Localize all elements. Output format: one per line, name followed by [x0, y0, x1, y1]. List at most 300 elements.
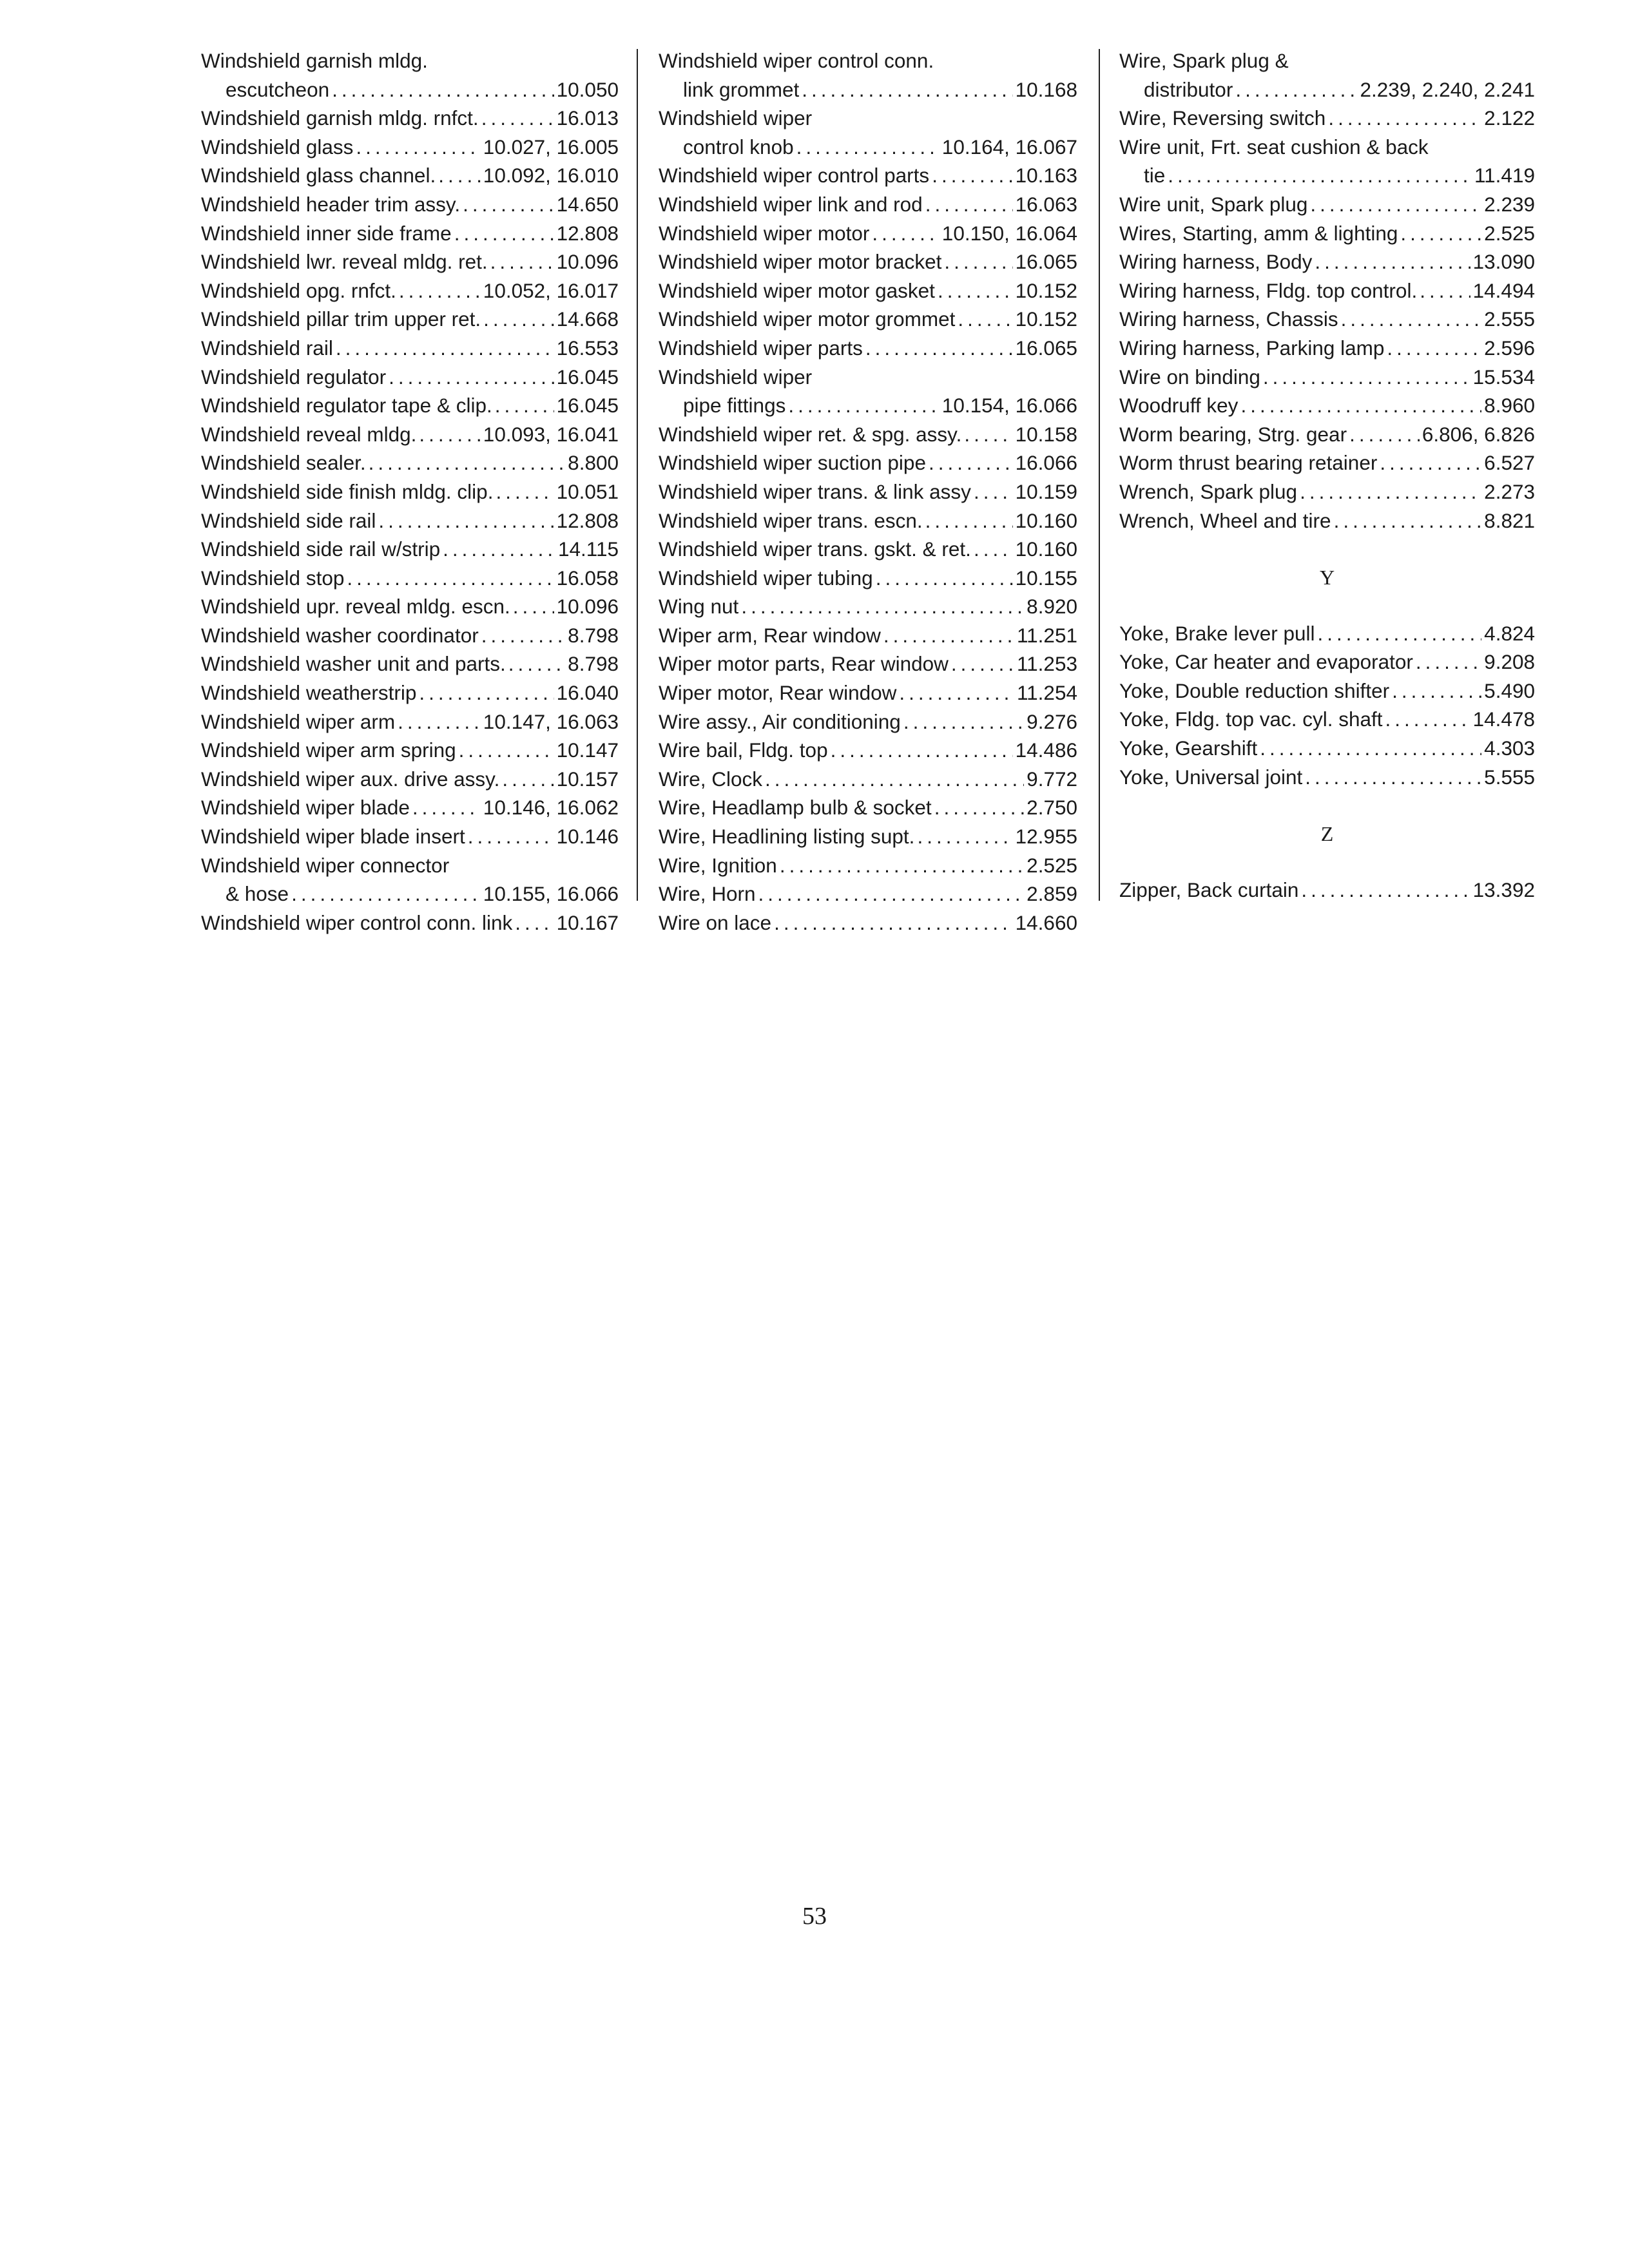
- entry-reference: 2.859: [1027, 882, 1077, 906]
- dot-leader: [1416, 648, 1481, 677]
- index-entry: [201, 678, 619, 707]
- entry-reference: 11.251: [1016, 623, 1077, 647]
- index-entry-line: [201, 822, 619, 851]
- entry-reference: 10.051: [556, 479, 619, 503]
- entry-reference: 11.253: [1016, 652, 1077, 676]
- entry-reference: 12.808: [556, 221, 619, 245]
- entry-name: Yoke, Fldg. top vac. cyl. shaft: [1119, 707, 1383, 731]
- entry-name: Wire bail, Fldg. top: [659, 738, 828, 762]
- index-entry: [659, 535, 1077, 564]
- index-entry-line: [201, 190, 619, 219]
- entry-name: Windshield wiper arm: [201, 709, 396, 733]
- entry-reference: 14.478: [1472, 707, 1535, 731]
- entry-name: Windshield side rail w/strip: [201, 537, 441, 561]
- dot-leader: [1387, 334, 1481, 363]
- index-entry-line: [1119, 677, 1535, 706]
- dot-leader: [831, 736, 1013, 765]
- index-entry: [1119, 705, 1535, 734]
- entry-reference: 10.050: [556, 77, 619, 101]
- dot-leader: [1305, 763, 1481, 792]
- index-entry-line: [1119, 420, 1535, 449]
- index-entry-line: [201, 621, 619, 650]
- entry-reference: 13.090: [1472, 250, 1535, 274]
- entry-name: Wire, Ignition: [659, 853, 777, 877]
- index-entry-line: [659, 247, 1077, 276]
- dot-leader: [438, 161, 481, 190]
- index-entry-line: [201, 908, 619, 937]
- entry-reference: 16.013: [556, 106, 619, 130]
- dot-leader: [399, 276, 481, 305]
- entry-reference: 10.096: [556, 250, 619, 274]
- dot-leader: [944, 247, 1012, 276]
- index-entry-line: [201, 564, 619, 593]
- index-entry: [659, 851, 1077, 880]
- dot-leader: [1310, 190, 1481, 219]
- index-entry: [659, 736, 1077, 765]
- entry-name: Windshield pillar trim upper ret.: [201, 307, 481, 331]
- dot-leader: [938, 276, 1013, 305]
- index-entry-line: [1119, 276, 1535, 305]
- entry-name: Windshield wiper control conn.: [659, 49, 934, 72]
- dot-leader: [876, 564, 1013, 593]
- entry-name: Windshield wiper control parts: [659, 164, 930, 187]
- entry-reference: 10.146, 16.062: [483, 796, 619, 820]
- entry-name: Wire on lace: [659, 910, 772, 934]
- entry-name: Worm bearing, Strg. gear: [1119, 422, 1347, 446]
- index-entry-line: [1119, 876, 1535, 905]
- index-entry-line: [659, 190, 1077, 219]
- index-entry-line: [201, 219, 619, 248]
- entry-reference: 16.063: [1015, 192, 1077, 216]
- index-entry-line: [659, 564, 1077, 593]
- index-entry-line: [201, 535, 619, 564]
- entry-reference: 16.066: [1015, 451, 1077, 475]
- index-entry: [659, 908, 1077, 937]
- index-entry-line: [201, 448, 619, 477]
- index-entry-line: [659, 104, 1077, 133]
- index-entry: [1119, 133, 1535, 190]
- index-entry-line: [201, 420, 619, 449]
- entry-reference: 12.808: [556, 508, 619, 532]
- entry-reference: 16.045: [556, 394, 619, 418]
- index-entry: [201, 851, 619, 908]
- dot-leader: [951, 649, 1014, 678]
- index-entry-line: [659, 305, 1077, 334]
- entry-name: Wire, Spark plug &: [1119, 49, 1289, 72]
- index-entry: [201, 334, 619, 363]
- dot-leader: [1315, 247, 1470, 276]
- index-entry: [201, 420, 619, 449]
- dot-leader: [515, 908, 554, 937]
- entry-name: Windshield upr. reveal mldg. escn.: [201, 595, 510, 619]
- index-entry: [201, 506, 619, 535]
- entry-name: Windshield wiper connector: [201, 853, 450, 877]
- index-entry: [659, 104, 1077, 161]
- entry-name: Yoke, Gearshift: [1119, 736, 1258, 760]
- dot-leader: [389, 363, 554, 392]
- dot-leader: [780, 851, 1024, 880]
- index-entry-line: [201, 391, 619, 420]
- index-entry: [659, 707, 1077, 736]
- entry-name: Wiring harness, Parking lamp: [1119, 336, 1385, 360]
- entry-reference: 10.052, 16.017: [483, 278, 619, 302]
- index-entry: [1119, 876, 1535, 905]
- index-entry-line: [201, 363, 619, 392]
- index-entry: [201, 363, 619, 392]
- entry-name: Windshield lwr. reveal mldg. ret.: [201, 250, 488, 274]
- dot-leader: [459, 736, 554, 765]
- index-column-3: [1119, 46, 1535, 904]
- index-entry-line: [201, 793, 619, 822]
- entry-reference: 8.920: [1027, 595, 1077, 619]
- section-letter: Y: [1319, 566, 1335, 590]
- index-entry: [659, 363, 1077, 420]
- dot-leader: [332, 75, 554, 104]
- index-entry-continuation: [201, 879, 619, 908]
- entry-reference: 4.824: [1484, 621, 1535, 645]
- index-entry-line: [1119, 705, 1535, 734]
- entry-name: Windshield wiper trans. escn.: [659, 508, 923, 532]
- entry-name: Windshield wiper blade: [201, 796, 410, 820]
- index-entry-line: [1119, 190, 1535, 219]
- index-entry-line: [201, 477, 619, 506]
- entry-name: Windshield wiper ret. & spg. assy.: [659, 422, 962, 446]
- section-letter: Z: [1320, 822, 1334, 846]
- entry-reference: 10.147, 16.063: [483, 709, 619, 733]
- entry-name: Wiper arm, Rear window: [659, 623, 881, 647]
- dot-leader: [974, 477, 1013, 506]
- entry-reference: 10.146: [556, 825, 619, 849]
- entry-name: Wire, Clock: [659, 767, 763, 791]
- index-entry-line: [201, 851, 619, 880]
- dot-leader: [758, 879, 1025, 908]
- entry-name: Windshield header trim assy.: [201, 192, 461, 216]
- dot-leader: [872, 219, 939, 248]
- index-entry-line: [201, 104, 619, 133]
- entry-reference: 14.486: [1015, 738, 1077, 762]
- entry-reference: 10.163: [1015, 164, 1077, 187]
- dot-leader: [1385, 705, 1470, 734]
- dot-leader: [419, 678, 554, 707]
- index-entry-line: [659, 765, 1077, 794]
- entry-name: Windshield side finish mldg. clip.: [201, 479, 494, 503]
- dot-leader: [964, 420, 1012, 449]
- index-entry-line: [201, 678, 619, 707]
- dot-leader: [1420, 276, 1470, 305]
- dot-leader: [483, 305, 554, 334]
- entry-reference: 10.164, 16.067: [941, 135, 1077, 159]
- index-entry-line: [1119, 763, 1535, 792]
- dot-leader: [925, 190, 1013, 219]
- index-entry-line: [659, 420, 1077, 449]
- entry-name: Windshield sealer.: [201, 451, 366, 475]
- entry-reference: 10.027, 16.005: [483, 135, 619, 159]
- entry-reference: 10.152: [1015, 307, 1077, 331]
- entry-reference: 16.045: [556, 365, 619, 389]
- entry-name: Yoke, Double reduction shifter: [1119, 678, 1390, 702]
- entry-reference: 10.154, 16.066: [941, 394, 1077, 418]
- dot-leader: [513, 592, 554, 621]
- index-entry: [659, 247, 1077, 276]
- entry-name: distributor: [1144, 77, 1233, 101]
- entry-name: Windshield weatherstrip: [201, 681, 417, 705]
- index-entry-line: [1119, 247, 1535, 276]
- index-entry-line: [659, 621, 1077, 650]
- index-entry-line: [1119, 305, 1535, 334]
- entry-reference: 5.555: [1484, 765, 1535, 789]
- entry-name: Windshield opg. rnfct.: [201, 278, 396, 302]
- entry-name: Windshield reveal mldg.: [201, 422, 417, 446]
- dot-leader: [1380, 448, 1481, 477]
- entry-reference: 11.419: [1474, 164, 1535, 187]
- entry-reference: 8.798: [568, 623, 619, 647]
- entry-reference: 14.668: [556, 307, 619, 331]
- entry-name: Windshield washer unit and parts.: [201, 652, 506, 676]
- index-entry: [201, 133, 619, 162]
- entry-reference: 10.160: [1015, 537, 1077, 561]
- entry-reference: 2.750: [1027, 796, 1077, 820]
- index-entry: [659, 219, 1077, 248]
- dot-leader: [468, 822, 554, 851]
- entry-name: Wiring harness, Chassis: [1119, 307, 1338, 331]
- index-entry-continuation: [659, 391, 1077, 420]
- entry-name: control knob: [683, 135, 794, 159]
- index-entry: [201, 649, 619, 678]
- index-entry: [1119, 334, 1535, 363]
- dot-leader: [1235, 75, 1357, 104]
- entry-reference: 10.155: [1015, 566, 1077, 590]
- dot-leader: [1318, 619, 1482, 648]
- index-entry: [201, 190, 619, 219]
- dot-leader: [796, 133, 940, 162]
- index-entry-continuation: [201, 75, 619, 104]
- dot-leader: [1349, 420, 1420, 449]
- entry-name: Windshield wiper aux. drive assy.: [201, 767, 500, 791]
- index-entry: [659, 276, 1077, 305]
- entry-name: Windshield garnish mldg. rnfct.: [201, 106, 479, 130]
- index-entry-line: [201, 649, 619, 678]
- index-entry-line: [201, 765, 619, 794]
- index-entry: [1119, 477, 1535, 506]
- index-entry: [201, 592, 619, 621]
- entry-name: Windshield wiper control conn. link: [201, 910, 513, 934]
- dot-leader: [496, 477, 554, 506]
- entry-name: Windshield wiper motor grommet: [659, 307, 956, 331]
- index-entry-line: [659, 592, 1077, 621]
- dot-leader: [463, 190, 554, 219]
- dot-leader: [490, 247, 554, 276]
- entry-reference: 9.276: [1027, 709, 1077, 733]
- index-entry-line: [1119, 391, 1535, 420]
- entry-name: Windshield wiper arm spring: [201, 738, 456, 762]
- dot-leader: [765, 765, 1024, 794]
- index-entry: [201, 765, 619, 794]
- index-entry-line: [659, 908, 1077, 937]
- entry-reference: 9.772: [1027, 767, 1077, 791]
- dot-leader: [419, 420, 480, 449]
- entry-name: Yoke, Universal joint: [1119, 765, 1303, 789]
- index-entry-continuation: [1119, 75, 1535, 104]
- entry-name: Windshield regulator: [201, 365, 387, 389]
- index-entry: [201, 736, 619, 765]
- entry-reference: 9.208: [1484, 650, 1535, 674]
- dot-leader: [1328, 104, 1481, 133]
- dot-leader: [899, 678, 1014, 707]
- index-entry: [1119, 619, 1535, 648]
- dot-leader: [925, 506, 1013, 535]
- entry-name: Windshield glass channel.: [201, 164, 436, 187]
- index-entry-continuation: [659, 133, 1077, 162]
- dot-leader: [1400, 219, 1481, 248]
- index-entry-line: [1119, 46, 1535, 75]
- entry-name: Windshield rail: [201, 336, 333, 360]
- entry-reference: 10.096: [556, 595, 619, 619]
- index-entry: [1119, 734, 1535, 763]
- entry-reference: 10.092, 16.010: [483, 164, 619, 187]
- entry-name: Wiper motor, Rear window: [659, 681, 897, 705]
- entry-reference: 2.122: [1484, 106, 1535, 130]
- dot-leader: [1334, 506, 1482, 535]
- index-entry-line: [659, 334, 1077, 363]
- index-entry: [1119, 506, 1535, 535]
- dot-leader: [932, 161, 1012, 190]
- index-entry-line: [1119, 734, 1535, 763]
- dot-leader: [356, 133, 480, 162]
- entry-reference: 10.168: [1015, 77, 1077, 101]
- index-entry-line: [201, 161, 619, 190]
- index-entry-line: [659, 707, 1077, 736]
- index-entry: [201, 391, 619, 420]
- entry-name: Wire, Headlamp bulb & socket: [659, 796, 932, 820]
- index-entry: [659, 621, 1077, 650]
- entry-name: Windshield wiper link and rod: [659, 192, 923, 216]
- index-entry: [659, 420, 1077, 449]
- entry-name: Wires, Starting, amm & lighting: [1119, 221, 1398, 245]
- index-entry-line: [659, 736, 1077, 765]
- entry-reference: 14.494: [1472, 278, 1535, 302]
- entry-name: pipe fittings: [683, 394, 786, 418]
- dot-leader: [495, 391, 554, 420]
- entry-name: Zipper, Back curtain: [1119, 878, 1299, 901]
- entry-name: & hose: [226, 882, 289, 906]
- dot-leader: [1240, 391, 1481, 420]
- dot-leader: [802, 75, 1012, 104]
- index-entry-line: [659, 851, 1077, 880]
- index-entry-line: [1119, 477, 1535, 506]
- index-entry: [659, 506, 1077, 535]
- index-entry-line: [201, 334, 619, 363]
- dot-leader: [1168, 161, 1472, 190]
- entry-name: tie: [1144, 164, 1166, 187]
- index-entry: [201, 564, 619, 593]
- index-entry: [659, 592, 1077, 621]
- entry-reference: 8.960: [1484, 394, 1535, 418]
- dot-leader: [1301, 876, 1470, 905]
- index-entry-line: [659, 276, 1077, 305]
- entry-name: Wire assy., Air conditioning: [659, 709, 901, 733]
- entry-reference: 2.273: [1484, 479, 1535, 503]
- entry-reference: 10.159: [1015, 479, 1077, 503]
- index-entry-line: [1119, 363, 1535, 392]
- entry-reference: 10.160: [1015, 508, 1077, 532]
- index-entry: [201, 161, 619, 190]
- page-number: 53: [802, 1903, 827, 1930]
- index-entry-line: [201, 506, 619, 535]
- index-entry-line: [1119, 104, 1535, 133]
- dot-leader: [788, 391, 939, 420]
- entry-name: link grommet: [683, 77, 800, 101]
- index-entry: [1119, 420, 1535, 449]
- index-entry: [201, 276, 619, 305]
- entry-name: Windshield wiper motor gasket: [659, 278, 935, 302]
- index-entry: [659, 564, 1077, 593]
- index-entry: [201, 305, 619, 334]
- index-column-2: [659, 46, 1077, 937]
- entry-name: Wire, Headlining listing supt.: [659, 825, 915, 849]
- entry-reference: 11.254: [1016, 681, 1077, 705]
- entry-name: Worm thrust bearing retainer: [1119, 451, 1378, 475]
- column-divider-left: [637, 49, 638, 901]
- entry-name: Yoke, Brake lever pull: [1119, 621, 1315, 645]
- entry-reference: 10.150, 16.064: [941, 221, 1077, 245]
- entry-name: Windshield wiper: [659, 106, 813, 130]
- dot-leader: [369, 448, 566, 477]
- index-entry: [201, 219, 619, 248]
- entry-name: Windshield wiper motor: [659, 221, 870, 245]
- entry-name: Windshield side rail: [201, 508, 376, 532]
- index-entry: [201, 535, 619, 564]
- entry-name: Windshield glass: [201, 135, 354, 159]
- dot-leader: [454, 219, 554, 248]
- index-entry-line: [1119, 133, 1535, 162]
- entry-name: Wing nut: [659, 595, 739, 619]
- index-entry: [659, 649, 1077, 678]
- entry-name: Windshield inner side frame: [201, 221, 452, 245]
- index-entry: [659, 190, 1077, 219]
- entry-name: Wrench, Wheel and tire: [1119, 508, 1331, 532]
- entry-name: Wire, Reversing switch: [1119, 106, 1326, 130]
- dot-leader: [443, 535, 555, 564]
- index-entry: [201, 46, 619, 104]
- entry-reference: 2.239: [1484, 192, 1535, 216]
- entry-name: Windshield regulator tape & clip.: [201, 394, 492, 418]
- index-entry: [201, 477, 619, 506]
- index-entry: [1119, 276, 1535, 305]
- index-entry: [659, 448, 1077, 477]
- index-entry: [1119, 46, 1535, 104]
- entry-name: Woodruff key: [1119, 394, 1239, 418]
- index-entry: [1119, 648, 1535, 677]
- entry-reference: 14.660: [1015, 910, 1077, 934]
- entry-reference: 16.065: [1015, 250, 1077, 274]
- dot-leader: [958, 305, 1012, 334]
- index-entry: [659, 477, 1077, 506]
- dot-leader: [903, 707, 1024, 736]
- dot-leader: [774, 908, 1013, 937]
- entry-reference: 4.303: [1484, 736, 1535, 760]
- index-entry: [201, 793, 619, 822]
- index-entry-line: [659, 506, 1077, 535]
- entry-reference: 2.555: [1484, 307, 1535, 331]
- index-entry: [201, 908, 619, 937]
- entry-name: Windshield washer coordinator: [201, 623, 479, 647]
- index-entry-line: [201, 707, 619, 736]
- entry-name: Windshield wiper tubing: [659, 566, 873, 590]
- index-entry-line: [659, 822, 1077, 851]
- dot-leader: [1263, 363, 1470, 392]
- index-entry: [1119, 219, 1535, 248]
- entry-name: Wire unit, Spark plug: [1119, 192, 1308, 216]
